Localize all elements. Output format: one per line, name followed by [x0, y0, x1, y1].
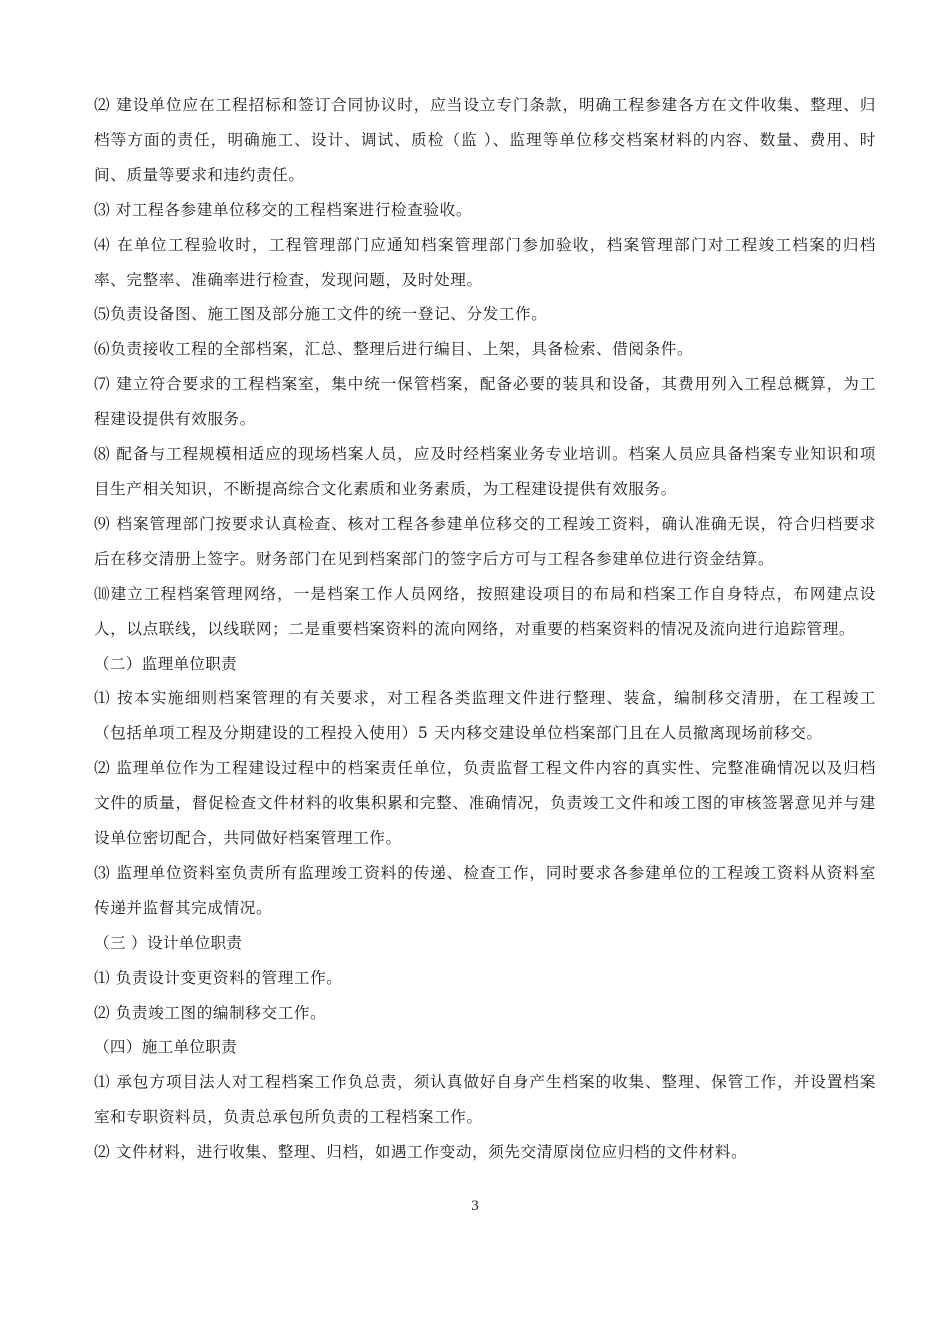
- construction-item-1: ⑴ 承包方项目法人对工程档案工作负总责，须认真做好自身产生档案的收集、整理、保管工作，并设置档案室和专职资料员，负责总承包所负责的工程档案工作。: [94, 1073, 876, 1127]
- paragraph-10: ⑽建立工程档案管理网络，一是档案工作人员网络，按照建设项目的布局和档案工作自身特点，布网建点设人，以点联线，以线联网；二是重要档案资料的流向网络，对重要的档案资料的情况及流向进行追踪管理。: [94, 584, 876, 638]
- section-heading-supervision: （二）监理单位职责: [94, 654, 238, 673]
- design-item-2: ⑵ 负责竣工图的编制移交工作。: [94, 1003, 327, 1022]
- paragraph-4: ⑷ 在单位工程验收时，工程管理部门应通知档案管理部门参加验收，档案管理部门对工程竣工档案的归档率、完整率、准确率进行检查，发现问题，及时处理。: [94, 235, 876, 289]
- design-item-1: ⑴ 负责设计变更资料的管理工作。: [94, 968, 343, 987]
- paragraph-3: ⑶ 对工程各参建单位移交的工程档案进行检查验收。: [94, 200, 473, 219]
- paragraph-9: ⑼ 档案管理部门按要求认真检查、核对工程各参建单位移交的工程竣工资料，确认准确无误，符合归档要求后在移交清册上签字。财务部门在见到档案部门的签字后方可与工程各参建单位进行资金结算。: [94, 514, 876, 568]
- paragraph-7: ⑺ 建立符合要求的工程档案室，集中统一保管档案，配备必要的装具和设备，其费用列入工程总概算，为工程建设提供有效服务。: [94, 375, 876, 429]
- section-heading-construction: （四）施工单位职责: [94, 1038, 238, 1057]
- document-body: [94, 88, 876, 1170]
- paragraph-2: ⑵ 建设单位应在工程招标和签订合同协议时，应当设立专门条款，明确工程参建各方在文件收集、整理、归档等方面的责任，明确施工、设计、调试、质检（监 ）、监理等单位移交档案材料的内容、数量、费用、时间、质量等要求和违约责任。: [94, 96, 876, 184]
- section-heading-design: （三 ）设计单位职责: [94, 933, 243, 952]
- page-number: 3: [471, 1198, 479, 1214]
- paragraph-6: ⑹负责接收工程的全部档案，汇总、整理后进行编目、上架，具备检索、借阅条件。: [94, 340, 694, 359]
- supervision-item-1: ⑴ 按本实施细则档案管理的有关要求，对工程各类监理文件进行整理、装盒，编制移交清册，在工程竣工（包括单项工程及分期建设的工程投入使用）5 天内移交建设单位档案部门且在人员撤离现场前移交。: [94, 689, 876, 743]
- paragraph-5: ⑸负责设备图、施工图及部分施工文件的统一登记、分发工作。: [94, 305, 548, 324]
- construction-item-2: ⑵ 文件材料，进行收集、整理、归档，如遇工作变动，须先交清原岗位应归档的文件材料。: [94, 1143, 748, 1162]
- supervision-item-3: ⑶ 监理单位资料室负责所有监理竣工资料的传递、检查工作，同时要求各参建单位的工程竣工资料从资料室传递并监督其完成情况。: [94, 863, 876, 917]
- supervision-item-2: ⑵ 监理单位作为工程建设过程中的档案责任单位，负责监督工程文件内容的真实性、完整准确情况以及归档文件的质量，督促检查文件材料的收集积累和完整、准确情况，负责竣工文件和竣工图的审核签署意见并与建设单位密切配合，共同做好档案管理工作。: [94, 759, 876, 848]
- paragraph-8: ⑻ 配备与工程规模相适应的现场档案人员，应及时经档案业务专业培训。档案人员应具备档案专业知识和项目生产相关知识，不断提高综合文化素质和业务素质，为工程建设提供有效服务。: [94, 445, 876, 498]
